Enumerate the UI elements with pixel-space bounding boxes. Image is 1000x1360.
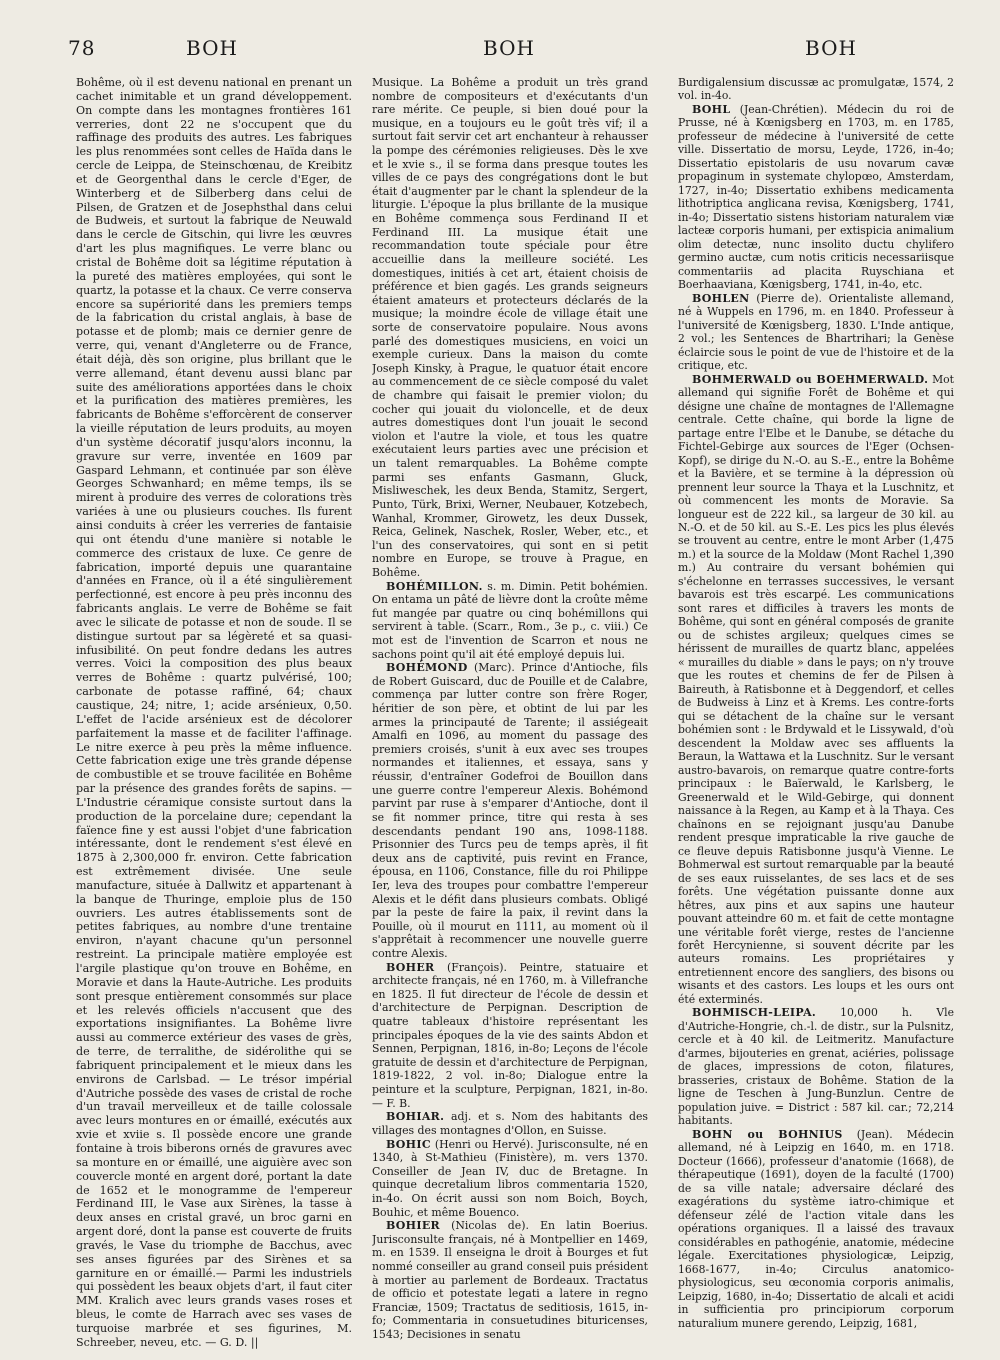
entry-text: adj. et s. Nom des habitants des villages des montagnes d'Ollon, en Suisse. <box>372 1110 648 1137</box>
entry-paragraph <box>372 1138 648 1220</box>
entry-headword: BOHIAR. <box>386 1110 445 1124</box>
running-head-center: BOH <box>483 36 535 60</box>
entry-text: (Jean). Médecin allemand, né à Leipzig en 1640, m. en 1718. Docteur (1666), professeur d'anatomie (1668), de thérapeutique (1691), doyen de la faculté (1700) de sa ville natale; adversaire déclaré des exagérations du système iatro-chimique et défenseur zélé de l'action vitale dans les opérations organiques. Il a laissé des travaux considérables en pathogénie, anatomie, médecine légale. Exercitationes physiologicæ, Leipzig, 1668-1677, in-4o; Circulus anatomico-physiologicus, seu œconomia corporis animalis, Leipzig, 1680, in-4o; Dissertatio de alcali et acidi in sufficientia pro principiorum corporum naturalium munere gerendo, Leipzig, 1681, <box>678 1127 954 1330</box>
entry-paragraph <box>678 103 954 292</box>
entry-paragraph <box>76 76 352 1350</box>
entry-paragraph <box>372 661 648 960</box>
entry-text: (Pierre de). Orientaliste allemand, né à Wuppels en 1796, m. en 1840. Professeur à l'université de Kœnigsberg, 1830. L'Inde antique, 2 vol.; les Sentences de Bhartrihari; la Genèse éclaircie sous le point de vue de l'histoire et de la critique, etc. <box>678 291 954 373</box>
text-column-1 <box>76 76 352 1356</box>
entry-paragraph <box>678 76 954 103</box>
text-column-3 <box>678 76 954 1356</box>
entry-text: (Nicolas de). En latin Boerius. Jurisconsulte français, né à Montpellier en 1469, m. en 1539. Il enseigna le droit à Bourges et fut nommé conseiller au grand conseil puis président à mortier au parlement de Bordeaux. Tractatus de officio et potestate legati a latere in regno Franciæ, 1509; Tractatus de seditiosis, 1615, in-fo; Commentaria in consuetudines bituricenses, 1543; Decisiones in senatu <box>372 1219 648 1342</box>
entry-paragraph <box>678 1006 954 1127</box>
entry-headword: BOHIER <box>386 1219 440 1233</box>
entry-text: (Henri ou Hervé). Jurisconsulte, né en 1340, à St-Mathieu (Finistère), m. vers 1370. Conseiller de Jean IV, duc de Bretagne. In quinque decretalium libros commentaria 1520, in-4o. On écrit aussi son nom Boich, Boych, Bouhic, et même Bouenco. <box>372 1137 648 1219</box>
entry-headword: BOHN ou BOHNIUS <box>692 1127 843 1141</box>
page-number: 78 <box>68 36 96 60</box>
entry-text: s. m. Dimin. Petit bohémien. On entama un pâté de lièvre dont la croûte même fut mangée par quatre ou cinq bohémillons qui servirent à table. (Scarr., Rom., 3e p., c. viii.) Ce mot est de l'invention de Scarron et nous ne sachons point qu'il ait été employé depuis lui. <box>372 579 648 661</box>
entry-paragraph <box>372 1219 648 1341</box>
entry-text: Bohême, où il est devenu national en prenant un cachet inimitable et un grand développement. On compte dans les montagnes frontières 161 verreries, dont 22 ne s'occupent que du raffinage des produits des autres. Les fabriques les plus renommées sont celles de Haïda dans le cercle de Leippa, de Steinschœnau, de Kreibitz et de Georgenthal dans le cercle d'Eger, de Winterberg et de Silberberg dans celui de Pilsen, de Gratzen et de Josephsthal dans celui de Budweis, et surtout la fabrique de Neuwald dans le cercle de Gitschin, qui livre les œuvres d'art les plus magnifiques. Le verre blanc ou cristal de Bohême doit sa légitime réputation à la pureté des matières employées, qui sont le quartz, la potasse et la chaux. Ce verre conserva encore sa supériorité dans les premiers temps de la fabrication du cristal anglais, à base de potasse et de plomb; mais ce dernier genre de verre, qui, venant d'Angleterre ou de France, était déjà, dès son origine, plus brillant que le verre allemand, étant devenu aussi blanc par suite des améliorations apportées dans le choix et la purification des matières premières, les fabricants de Bohême s'efforcèrent de conserver la vieille réputation de leurs produits, au moyen d'un système décoratif jusqu'alors inconnu, la gravure sur verre, inventée en 1609 par Gaspard Lehmann, et continuée par son élève Georges Schwanhard; en même temps, ils se mirent à produire des verres de colorations très variées à une ou plusieurs couches. Ils furent ainsi conduits à créer les verreries de fantaisie qui ont étendu d'une manière si notable le commerce des cristaux de luxe. Ce genre de fabrication, importé depuis une quarantaine d'années en France, où il a été singulièrement perfectionné, est encore à peu près inconnu des fabricants anglais. Le verre de Bohême se fait avec le silicate de potasse et non de soude. Il se distingue surtout par sa légèreté et sa quasi-infusibilité. On peut fondre dedans les autres verres. Voici la composition des plus beaux verres de Bohême : quartz pulvérisé, 100; carbonate de potasse raffiné, 64; chaux caustique, 24; nitre, 1; acide arsénieux, 0,50. L'effet de l'acide arsénieux est de décolorer parfaitement la masse et de faciliter l'affinage. Le nitre exerce à peu près la même influence. Cette fabrication exige une très grande dépense de combustible et se trouve facilitée en Bohême par la présence des grandes forêts de sapins. —L'Industrie céramique consiste surtout dans la production de la porcelaine dure; cependant la faïence fine y est aussi l'objet d'une fabrication intéressante, dont le rendement s'est élevé en 1875 à 2,300,000 fr. environ. Cette fabrication est extrêmement divisée. Une seule manufacture, située à Dallwitz et appartenant à la banque de Thuringe, emploie plus de 150 ouvriers. Les autres établissements sont de petites fabriques, au nombre d'une trentaine environ, n'ayant chacune qu'un personnel restreint. La principale matière employée est l'argile plastique qu'on trouve en Bohême, en Moravie et dans la Haute-Autriche. Les produits sont presque entièrement consommés sur place et les relevés officiels n'accusent que des exportations insignifiantes. La Bohême livre aussi au commerce extérieur des vases de grès, de terre, de terralithe, de sidérolithe qui se fabriquent principalement et le mieux dans les environs de Carlsbad. — Le trésor impérial d'Autriche possède des vases de cristal de roche d'un travail merveilleux et de taille colossale avec leurs montures en or émaillé, exécutés aux xvie et xviie s. Il possède encore une grande fontaine à trois biberons ornés de gravures avec sa monture en or émaillé, une aiguière avec son couvercle monté en argent doré, portant la date de 1652 et le monogramme de l'empereur Ferdinand III, le Vase aux Sirènes, la tasse à deux anses en cristal gravé, un broc garni en argent doré, dont la panse est couverte de fruits gravés, le Vase du triomphe de Bacchus, avec ses anses figurées par des Sirènes et sa garniture en or émaillé.— Parmi les industriels qui possèdent les beaux objets d'art, il faut citer MM. Kralich avec leurs grands vases roses et bleus, le comte de Harrach avec ses vases de turquoise marbrée et ses figurines, M. Schreeber, neveu, etc. — G. D. || <box>76 76 352 1349</box>
entry-paragraph <box>678 1128 954 1330</box>
entry-paragraph <box>372 580 648 662</box>
entry-text: (Jean-Chrétien). Médecin du roi de Prusse, né à Kœnigsberg en 1703, m. en 1785, professeur de médecine à l'université de cette ville. Dissertatio de morsu, Leyde, 1726, in-4o; Dissertatio epistolaris de usu novarum cavæ propaginum in systemate chylopœo, Amsterdam, 1727, in-4o; Dissertatio exhibens medicamenta lithotriptica anglicana revisa, Kœnigsberg, 1741, in-4o; Dissertatio sistens historiam naturalem viæ lacteæ corporis humani, per extispicia animalium olim detectæ, nunc insolito ductu chylifero germino auctæ, cum notis criticis necessariisque commentariis ad placita Ruyschiana et Boerhaaviana, Kœnigsberg, 1741, in-4o, etc. <box>678 102 954 292</box>
entry-headword: BOHL <box>692 102 731 116</box>
entry-text: Mot allemand qui signifie Forêt de Bohême et qui désigne une chaîne de montagnes de l'Allemagne centrale. Cette chaîne, qui borde la ligne de partage entre l'Elbe et le Danube, se détache du Fichtel-Gebirge aux sources de l'Eger (Ochsen-Kopf), se dirige du N.-O. au S.-E., entre la Bohême et la Bavière, et se termine à la dépression où prennent leur source la Thaya et la Luschnitz, et où commencent les monts de Moravie. Sa longueur est de 222 kil., sa largeur de 30 kil. au N.-O. et de 50 kil. au S.-E. Les pics les plus élevés se trouvent au centre, entre le mont Arber (1,475 m.) et la source de la Moldaw (Mont Rachel 1,390 m.) Au contraire du versant bohémien qui s'échelonne en terrasses successives, le versant bavarois est très escarpé. Les communications sont rares et difficiles à travers les monts de Bohême, qui sont en général composés de granite ou de schistes argileux; quelques cimes se hérissent de murailles de quartz blanc, appelées « murailles du diable » dans le pays; on n'y trouve que les routes et chemins de fer de Pilsen à Baireuth, à Ratisbonne et à Deggendorf, et celles de Budweiss à Linz et à Krems. Les contre-forts qui se détachent de la chaîne sur le versant bohémien sont : le Brdywald et le Lissywald, d'où descendent la Moldaw avec ses affluents la Beraun, la Wattawa et la Luschnitz. Sur le versant austro-bavarois, on remarque quatre contre-forts principaux : le Baïerwald, le Karlsberg, le Greenerwald et le Wild-Gebirge, qui donnent naissance à la Regen, au Kamp et à la Thaya. Ces chaînons en se rejoignant jusqu'au Danube rendent presque impraticable la rive gauche de ce fleuve depuis Ratisbonne jusqu'à Vienne. Le Bohmerwal est surtout remarquable par la beauté de ses eaux ruisselantes, de ses lacs et de ses forêts. Une végétation puissante donne aux hêtres, aux pins et aux sapins une hauteur pouvant atteindre 60 m. et fait de cette montagne une véritable forêt vierge, restes de l'ancienne forêt Hercynienne, si souvent décrite par les auteurs romains. Les propriétaires y entretiennent encore des sangliers, des bisons ou wisants et des castors. Les loups et les ours ont été exterminés. <box>678 372 954 1006</box>
entry-paragraph <box>372 1110 648 1137</box>
entry-headword: BOHMISCH-LEIPA. <box>692 1006 817 1020</box>
entry-headword: BOHER <box>386 960 435 974</box>
entry-text: 10,000 h. Vle d'Autriche-Hongrie, ch.-l. de distr., sur la Pulsnitz, cercle et à 40 kil. de Leitmeritz. Manufacture d'armes, bijouteries en grenat, aciéries, polissage de glaces, impressions de coton, filatures, brasseries, cristaux de Bohême. Station de la ligne de Teschen à Jung-Bunzlun. Centre de population juive. = District : 587 kil. car.; 72,214 habitants. <box>678 1006 954 1128</box>
running-head-left: BOH <box>186 36 238 60</box>
running-header <box>0 0 1000 60</box>
entry-text: (François). Peintre, statuaire et architecte français, né en 1760, m. à Villefranche en 1825. Il fut directeur de l'école de dessin et d'architecture de Perpignan. Description de quatre tableaux d'histoire représentant les principales époques de la vie des saints Abdon et Sennen, Perpignan, 1816, in-8o; Leçons de l'école gratuite de dessin et d'architecture de Perpignan, 1819-1822, 2 vol. in-8o; Dialogue entre la peinture et la sculpture, Perpignan, 1821, in-8o. — F. B. <box>372 960 648 1110</box>
entry-headword: BOHMERWALD ou BOEHMERWALD. <box>692 372 929 386</box>
entry-text: Musique. La Bohême a produit un très grand nombre de compositeurs et d'exécutants d'un rare mérite. Ce peuple, si bien doué pour la musique, en a toujours eu le goût très vif; il a surtout fait servir cet art enchanteur à rehausser la pompe des cérémonies religieuses. Dès le xve et le xvie s., il se forma dans presque toutes les villes de ce pays des congrégations dont le but était d'augmenter par le chant la splendeur de la liturgie. L'époque la plus brillante de la musique en Bohême commença sous Ferdinand II et Ferdinand III. La musique était une recommandation toute spéciale pour être accueillie dans la meilleure société. Les domestiques, initiés à cet art, étaient choisis de préférence et bien gagés. Les grands seigneurs étaient amateurs et protecteurs déclarés de la musique; la moindre école de village était une sorte de conservatoire populaire. Nous avons parlé des domestiques musiciens, en voici un exemple curieux. Dans la maison du comte Joseph Kinsky, à Prague, le quatuor était encore au commencement de ce siècle composé du valet de chambre qui faisait le premier violon; du cocher qui jouait du violoncelle, et de deux autres domestiques dont l'un jouait le second violon et l'autre la viole, et tous les quatre exécutaient leurs parties avec une précision et un talent remarquables. La Bohême compte parmi ses enfants Gasmann, Gluck, Misliweschek, les deux Benda, Stamitz, Sergert, Punto, Türk, Brixi, Werner, Neubauer, Kotzebech, Wanhal, Krommer, Girowetz, les deux Dussek, Reica, Gelinek, Naschek, Rosler, Weber, etc., et l'un des conservatoires, qui sont en si petit nombre en Europe, se trouve à Prague, en Bohême. <box>372 76 648 579</box>
entry-paragraph <box>372 76 648 580</box>
entry-text: Burdigalensium discussæ ac promulgatæ, 1574, 2 vol. in-4o. <box>678 76 954 103</box>
entry-headword: BOHÉMOND <box>386 661 468 675</box>
entry-headword: BOHIC <box>386 1137 431 1151</box>
entry-paragraph <box>372 961 648 1111</box>
text-column-2 <box>372 76 648 1356</box>
entry-paragraph <box>678 373 954 1007</box>
entry-headword: BOHLEN <box>692 291 750 305</box>
entry-text: (Marc). Prince d'Antioche, fils de Robert Guiscard, duc de Pouille et de Calabre, commença par lutter contre son frère Roger, héritier de son père, et obtint de lui par les armes la principauté de Tarente; il assiégeait Amalfi en 1096, au moment du passage des premiers croisés, s'unit à eux avec ses troupes normandes et italiennes, et essaya, sans y réussir, d'entraîner Godefroi de Bouillon dans une guerre contre l'empereur Alexis. Bohémond parvint par ruse à s'emparer d'Antioche, dont il se fit nommer prince, titre qui resta à ses descendants pendant 190 ans, 1098-1188. Prisonnier des Turcs peu de temps après, il fit deux ans de captivité, puis revint en France, épousa, en 1106, Constance, fille du roi Philippe Ier, leva des troupes pour combattre l'empereur Alexis et le défit dans plusieurs combats. Obligé par la peste de faire la paix, il revint dans la Pouille, où il mourut en 1111, au moment où il s'apprêtait à recommencer une nouvelle guerre contre Alexis. <box>372 661 648 960</box>
running-head-right: BOH <box>805 36 857 60</box>
entry-headword: BOHÉMILLON. <box>386 579 483 593</box>
entry-paragraph <box>678 292 954 373</box>
